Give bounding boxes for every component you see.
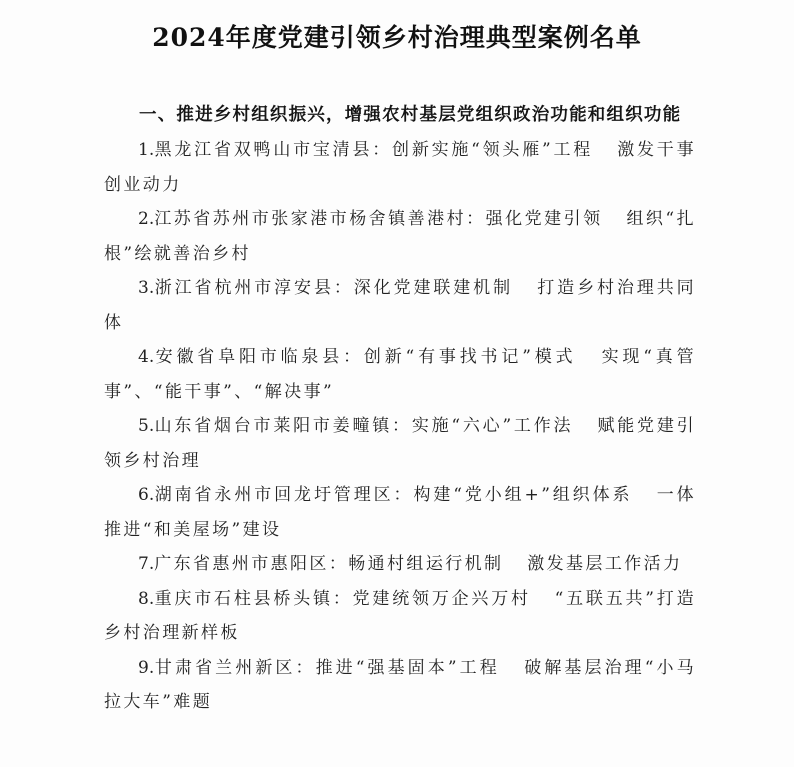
- case-number: 3.: [138, 278, 155, 298]
- case-measure: 构建“党小组+”组织体系: [413, 485, 633, 505]
- case-location: 黑龙江省双鸭山市宝清县：: [154, 140, 393, 160]
- case-location: 安徽省阜阳市临泉县：: [154, 347, 364, 367]
- case-measure: 推进“强基固本”工程: [315, 657, 500, 678]
- case-number: 7.: [138, 554, 155, 574]
- case-outcome: 打造乡村治理共同体: [104, 278, 696, 333]
- case-number: 5.: [138, 416, 155, 436]
- section-heading: 一、推进乡村组织振兴，增强农村基层党组织政治功能和组织功能: [139, 105, 682, 125]
- case-outcome: 激发基层工作活力: [527, 554, 683, 574]
- case-location: 山东省烟台市莱阳市姜疃镇：: [154, 416, 412, 436]
- case-measure: 深化党建联建机制: [353, 278, 513, 298]
- case-number: 9.: [138, 657, 155, 678]
- case-item-8: [104, 582, 696, 651]
- case-number: 4.: [138, 347, 155, 367]
- case-number: 6.: [138, 485, 155, 505]
- case-measure: 创新“有事找书记”模式: [363, 347, 577, 367]
- case-outcome: 破解基层治理“小马拉大车”难题: [104, 657, 697, 712]
- case-item-2: [104, 202, 696, 271]
- case-location: 甘肃省兰州新区：: [154, 657, 316, 678]
- case-location: 湖南省永州市回龙圩管理区：: [154, 485, 414, 505]
- case-item-3: [104, 271, 696, 340]
- case-item-4: [104, 340, 696, 409]
- case-number: 8.: [138, 588, 155, 609]
- document-title: 2024年度党建引领乡村治理典型案例名单: [152, 23, 642, 52]
- case-item-9: [104, 651, 696, 720]
- case-measure: 党建统领万企兴万村: [352, 588, 531, 609]
- case-item-5: [104, 409, 696, 478]
- case-item-1: [104, 133, 696, 202]
- case-measure: 畅通村组运行机制: [348, 554, 504, 574]
- case-location: 浙江省杭州市淳安县：: [154, 278, 354, 298]
- case-number: 1.: [138, 140, 155, 160]
- case-measure: 强化党建引领: [485, 209, 603, 229]
- case-location: 重庆市石柱县桥头镇：: [154, 588, 353, 609]
- case-item-6: [104, 478, 696, 547]
- document-body: [104, 98, 696, 720]
- case-location: 江苏省苏州市张家港市杨舍镇善港村：: [154, 209, 486, 229]
- case-location: 广东省惠州市惠阳区：: [154, 554, 349, 574]
- case-number: 2.: [138, 209, 155, 229]
- case-outcome: 赋能党建引领乡村治理: [104, 416, 697, 471]
- case-measure: 实施“六心”工作法: [411, 416, 574, 436]
- case-item-7: [104, 547, 696, 582]
- case-measure: 创新实施“领头雁”工程: [392, 140, 594, 160]
- case-outcome: “五联五共”打造乡村治理新样板: [104, 588, 696, 643]
- case-outcome: 实现“真管事”、“能干事”、“解决事”: [104, 347, 696, 402]
- case-outcome: 一体推进“和美屋场”建设: [104, 485, 696, 540]
- case-outcome: 组织“扎根”绘就善治乡村: [104, 209, 697, 264]
- case-outcome: 激发干事创业动力: [104, 140, 696, 195]
